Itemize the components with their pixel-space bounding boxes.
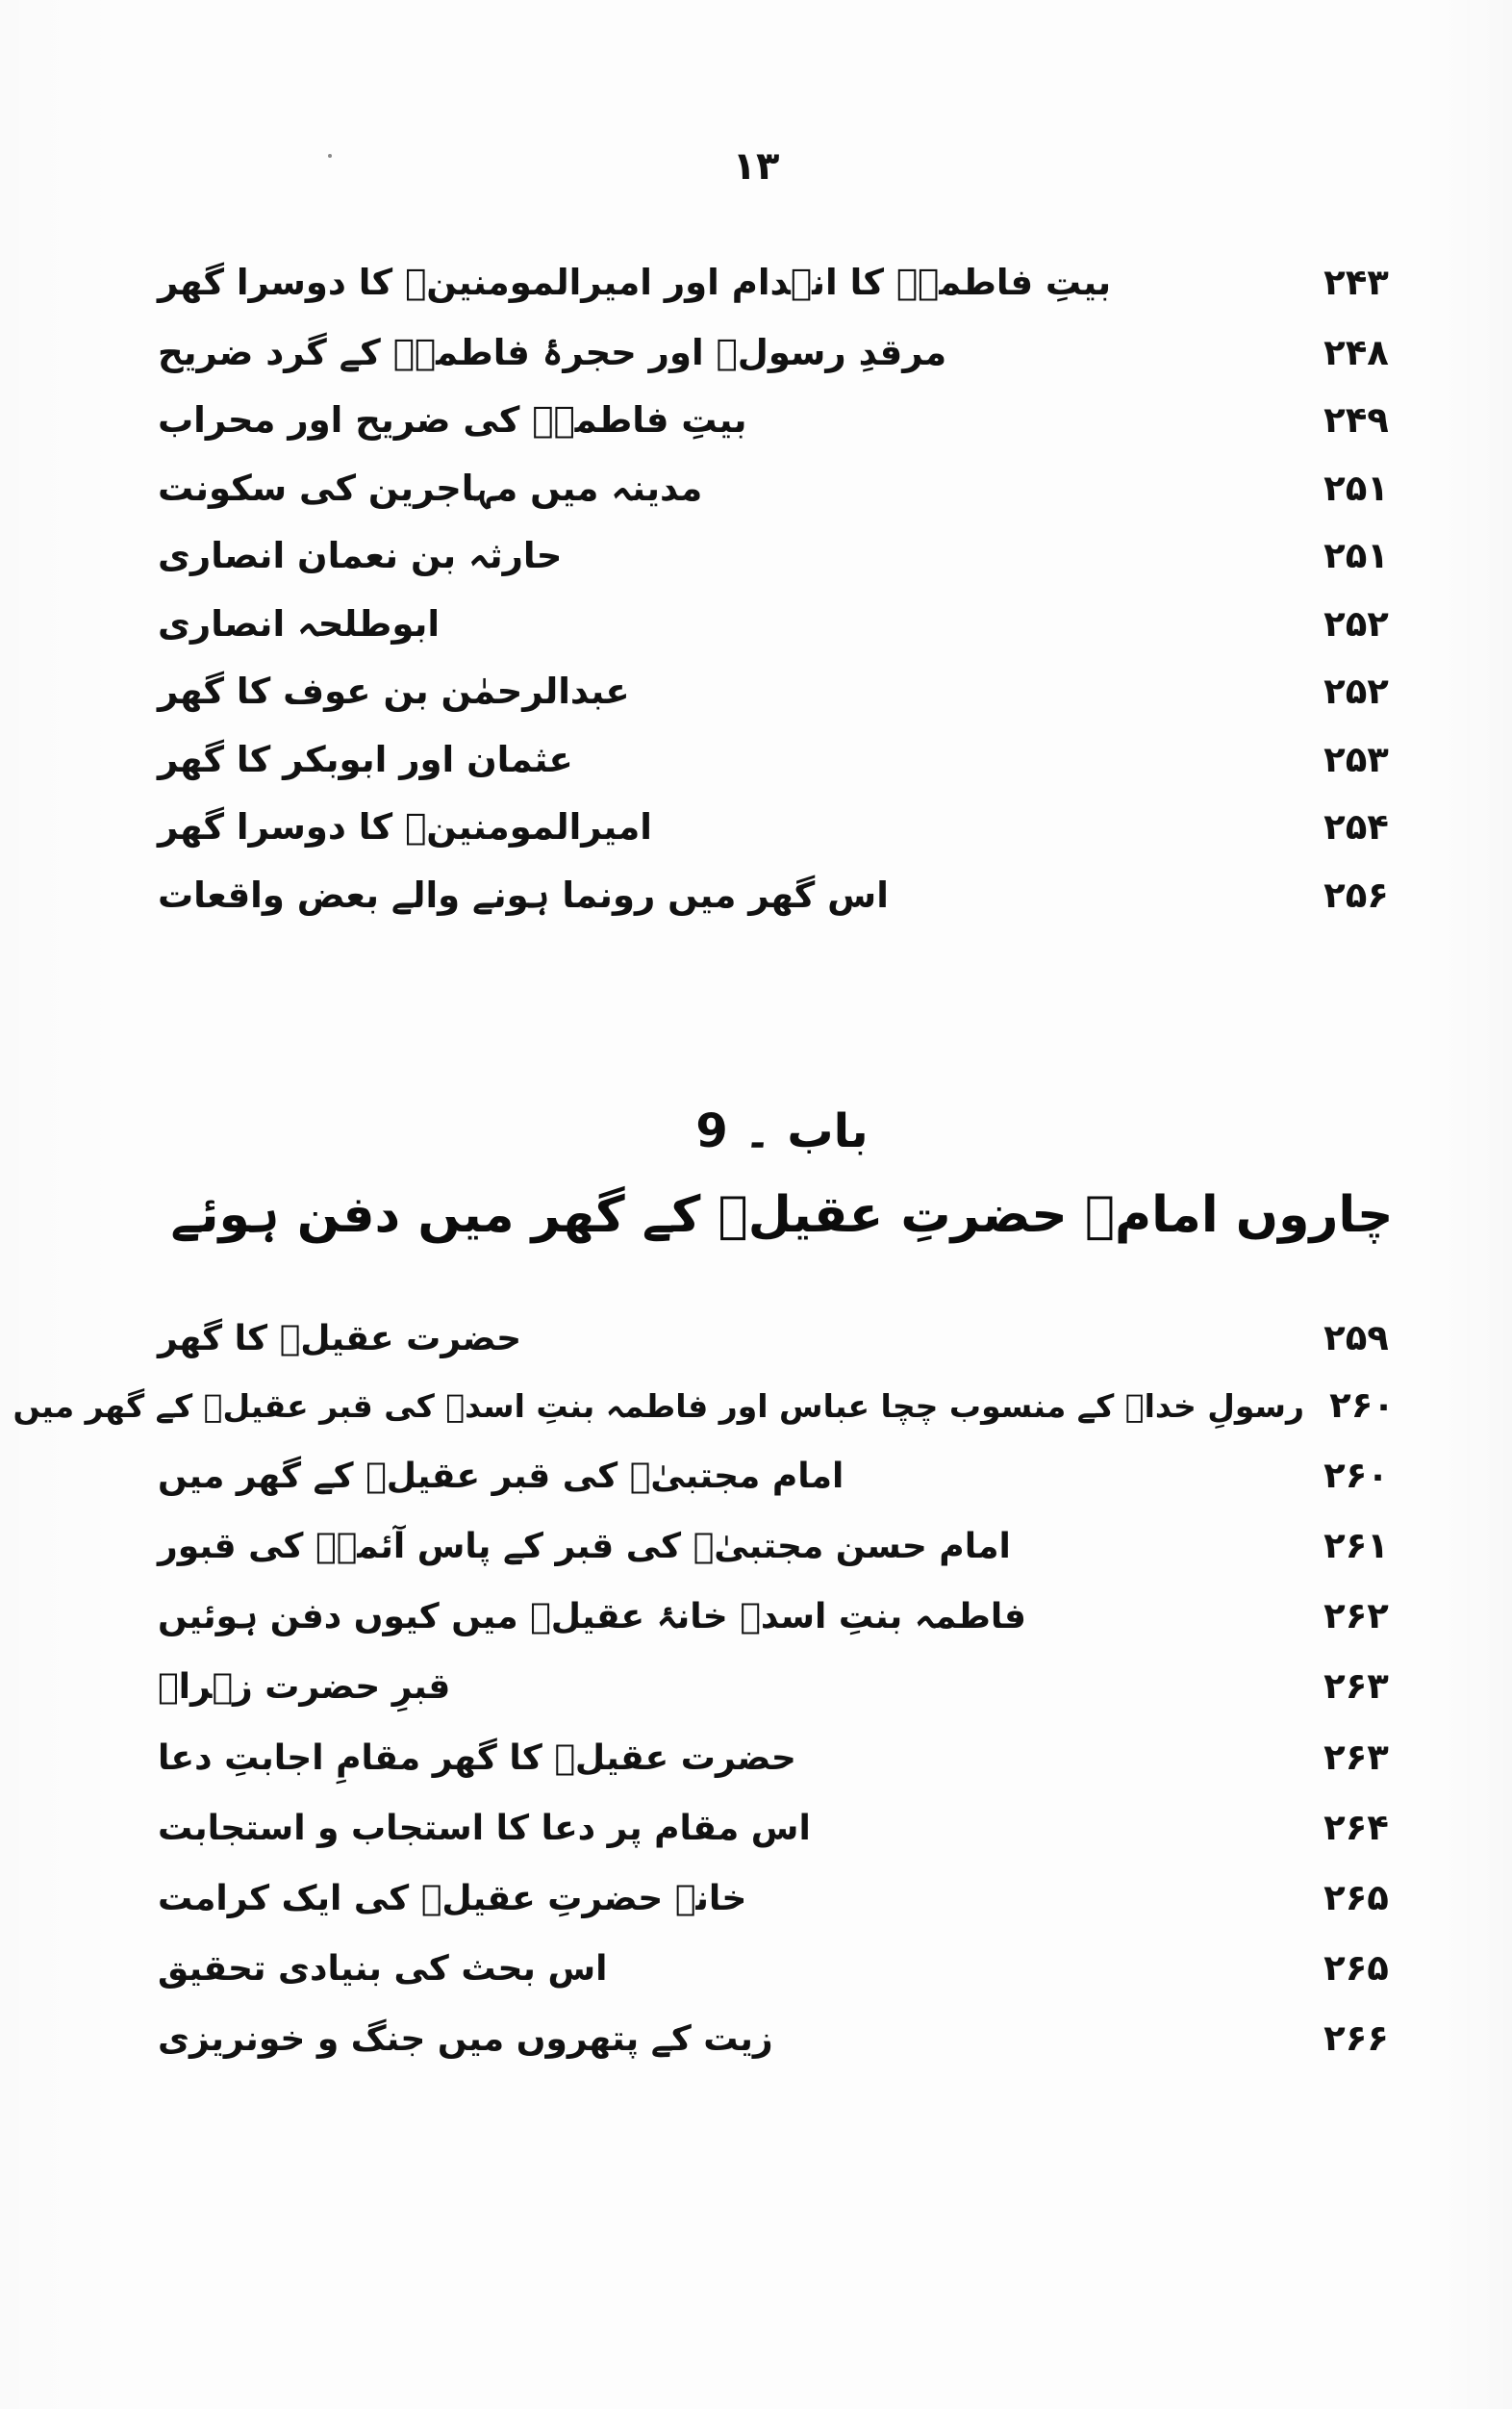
toc-row[interactable] (144, 1874, 1420, 1923)
toc-entry-title: اس گھر میں رونما ہونے والے بعض واقعات (158, 874, 889, 916)
toc-page-number: ۲۶۳ (1323, 1665, 1389, 1708)
toc-row[interactable] (144, 599, 1420, 650)
chapter-label: باب ۔ 9 (695, 1104, 869, 1158)
toc-page-number: ۲۶۵ (1323, 1946, 1389, 1989)
toc-row[interactable] (144, 464, 1420, 515)
toc-page-number: ۲۵۴ (1323, 806, 1389, 849)
toc-page-number: ۲۵۲ (1323, 671, 1389, 713)
toc-page-number: ۲۶۲ (1323, 1595, 1389, 1637)
toc-row[interactable] (144, 1804, 1420, 1853)
toc-entry-title: مرقدِ رسولؐ اور حجرۂ فاطمہؑ کے گرد ضریح (158, 331, 947, 373)
toc-page-number: ۲۶۳ (1323, 1736, 1389, 1778)
toc-entry-title: حضرت عقیلؑ کا گھر مقامِ اجابتِ دعا (158, 1737, 796, 1778)
toc-entry-title: عثمان اور ابوبکر کا گھر (158, 738, 573, 780)
toc-row[interactable] (144, 1314, 1420, 1363)
toc-entry-title: حضرت عقیلؑ کا گھر (158, 1319, 522, 1358)
toc-page-number: ۲۶۰ (1323, 1455, 1389, 1497)
toc-entry-title: امیرالمومنینؑ کا دوسرا گھر (158, 806, 652, 849)
toc-row[interactable] (144, 1734, 1420, 1783)
toc-row[interactable] (144, 531, 1420, 582)
toc-entry-title: امام مجتبیٰؑ کی قبر عقیلؑ کے گھر میں (158, 1457, 844, 1497)
toc-entry-title: زیت کے پتھروں میں جنگ و خونریزی (158, 2018, 773, 2059)
toc-page-number: ۲۵۲ (1323, 602, 1389, 645)
toc-entry-title: بیتِ فاطمہؑ کی ضریح اور محراب (158, 399, 747, 442)
toc-section-bottom (13, 1314, 1420, 2085)
toc-entry-title: مدینہ میں مہاجرین کی سکونت (158, 467, 703, 509)
toc-entry-title: رسولِ خداؐ کے منسوب چچا عباس اور فاطمہ بنتِ اسدؑ کی قبر عقیلؑ کے گھر میں (13, 1387, 1304, 1426)
toc-page-number: ۲۵۳ (1323, 738, 1389, 780)
toc-page-number: ۲۵۱ (1323, 535, 1389, 577)
toc-row[interactable] (144, 2015, 1420, 2064)
toc-page-number: ۲۵۶ (1323, 874, 1389, 916)
toc-page-number: ۲۴۹ (1323, 399, 1389, 442)
toc-row[interactable] (144, 802, 1420, 853)
toc-page-number: ۲۶۱ (1323, 1525, 1389, 1567)
toc-row[interactable] (144, 871, 1420, 922)
toc-page-number: ۲۵۹ (1323, 1317, 1389, 1358)
toc-page-number: ۲۶۴ (1323, 1806, 1389, 1848)
toc-row[interactable] (144, 258, 1420, 309)
toc-page-number: ۲۵۱ (1323, 467, 1389, 509)
toc-row[interactable] (144, 1452, 1420, 1501)
toc-row[interactable] (144, 735, 1420, 786)
toc-entry-title: حارثہ بن نعمان انصاری (158, 535, 563, 577)
toc-row[interactable] (13, 1384, 1420, 1431)
toc-entry-title: فاطمہ بنتِ اسدؑ خانۂ عقیلؑ میں کیوں دفن ہوئیں (158, 1597, 1026, 1637)
toc-row[interactable] (144, 1944, 1420, 1993)
toc-row[interactable] (144, 1592, 1420, 1641)
toc-entry-title: عبدالرحمٰن بن عوف کا گھر (158, 671, 630, 713)
toc-row[interactable] (144, 667, 1420, 718)
toc-entry-title: امام حسن مجتبیٰؑ کی قبر کے پاس آئمہؑ کی قبور (158, 1527, 1011, 1567)
toc-page-number: ۲۴۳ (1323, 262, 1389, 303)
toc-entry-title: خانۂ حضرتِ عقیلؑ کی ایک کرامت (158, 1878, 747, 1918)
toc-entry-title: اس بحث کی بنیادی تحقیق (158, 1948, 608, 1989)
toc-row[interactable] (144, 328, 1420, 379)
chapter-heading-block (144, 1104, 1420, 1249)
toc-row[interactable] (144, 395, 1420, 446)
toc-page-number: ۲۶۰ (1329, 1384, 1395, 1427)
toc-entry-title: بیتِ فاطمہؑ کا انہدام اور امیرالمومنینؑ کا دوسرا گھر (158, 262, 1112, 303)
toc-row[interactable] (144, 1522, 1420, 1571)
chapter-title: چاروں امامؑ حضرتِ عقیلؑ کے گھر میں دفن ہوئے (170, 1186, 1394, 1244)
toc-page-number: ۲۶۵ (1323, 1876, 1389, 1918)
folio-page-number: ۱۳ (732, 144, 780, 189)
toc-row[interactable] (144, 1662, 1420, 1712)
toc-entry-title: قبرِ حضرت زہراؑ (158, 1667, 451, 1708)
toc-section-top (144, 258, 1420, 938)
toc-page-number: ۲۴۸ (1323, 331, 1389, 373)
toc-page-number: ۲۶۶ (1323, 2016, 1389, 2059)
toc-entry-title: اس مقام پر دعا کا استجاب و استجابت (158, 1808, 811, 1848)
toc-entry-title: ابوطلحہ انصاری (158, 602, 441, 645)
